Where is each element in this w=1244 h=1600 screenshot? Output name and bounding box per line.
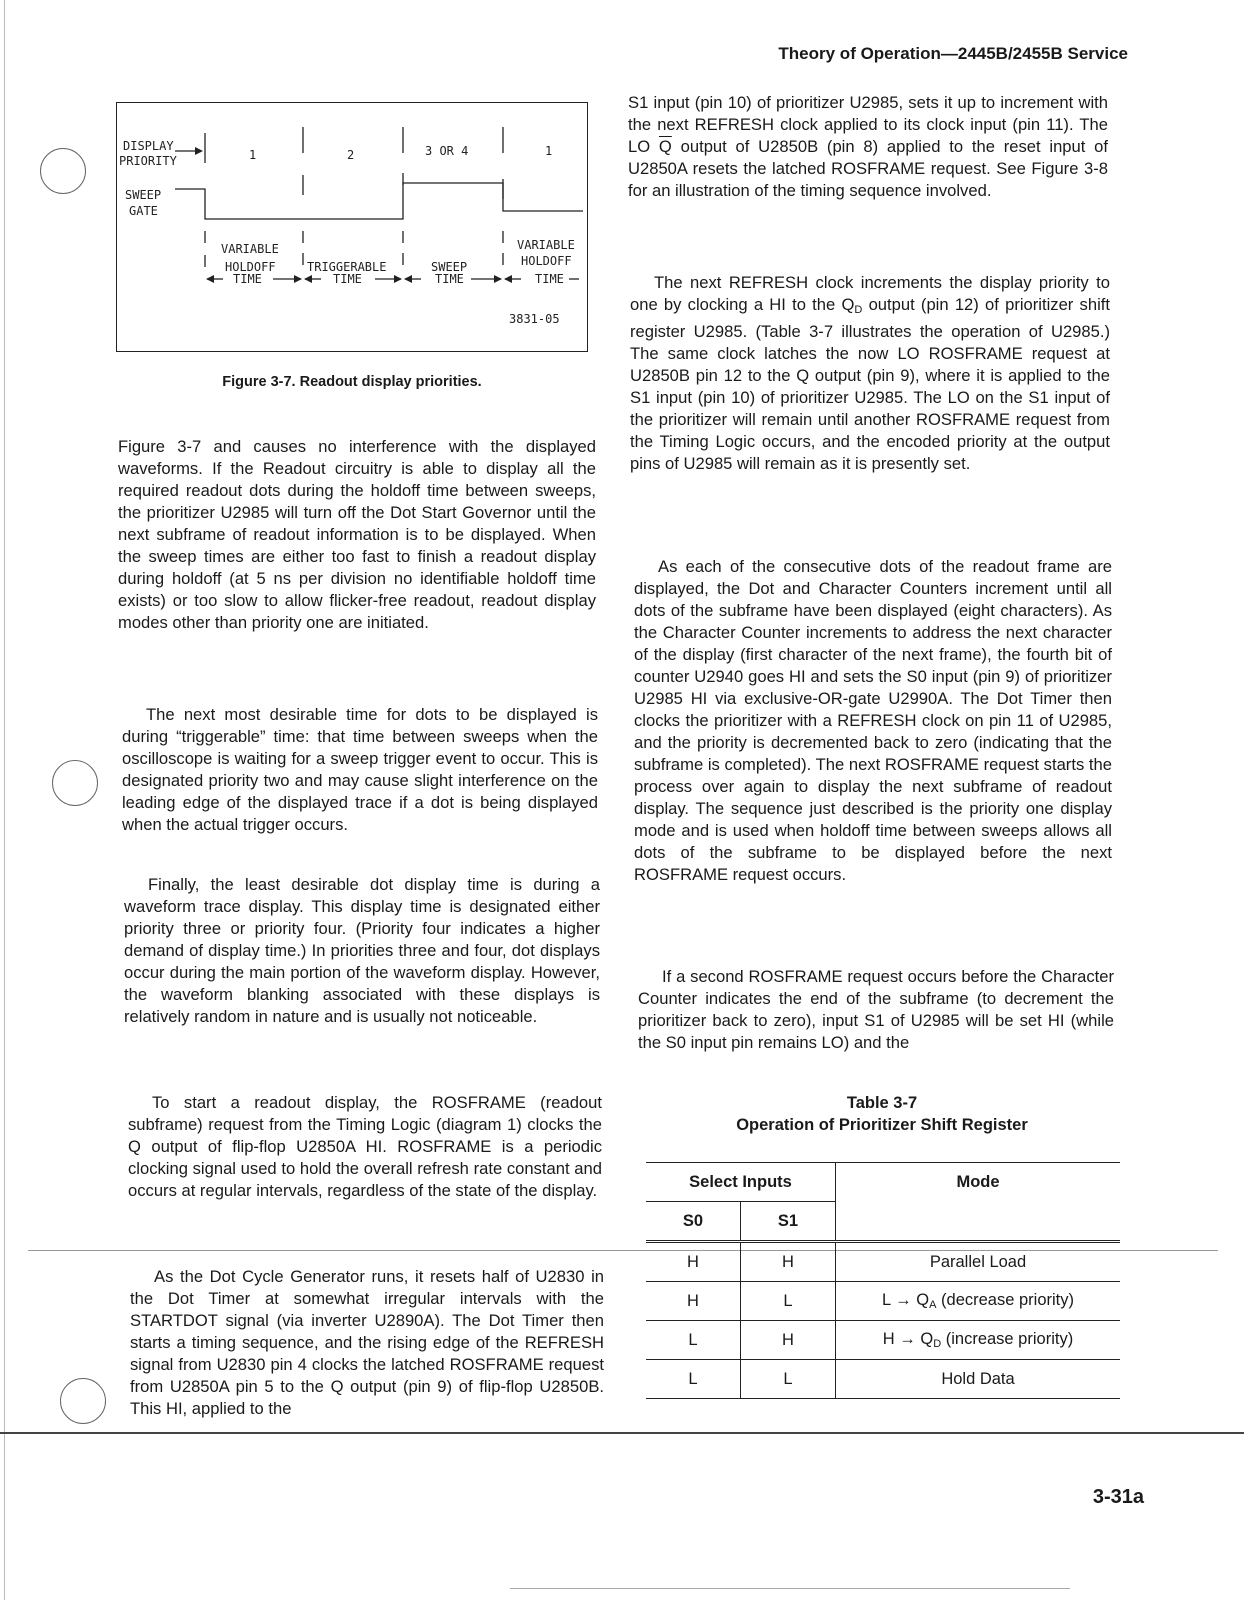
cell-mode: $L \to Q_A$ (decrease priority) [882, 1291, 1074, 1311]
label-holdoff-a: HOLDOFF [225, 260, 276, 274]
arrowhead-icon [394, 275, 402, 283]
label-display: DISPLAY [123, 139, 174, 153]
header-select-inputs: Select Inputs [646, 1163, 836, 1202]
cell-mode: Parallel Load [929, 1252, 1027, 1271]
arrowhead-icon [294, 275, 302, 283]
arrowhead-icon [494, 275, 502, 283]
paragraph: As each of the consecutive dots of the readout frame are displayed, the Dot and Character Counters increment until all dots of the subframe have been displayed (eight characters). As the Character Counter increments to address the next character of the display (first character of the next frame), the fourth bit of counter U2940 goes HI and sets the S0 input (pin 9) of prioritizer U2985 HI via exclusive-OR-gate U2990A. The Dot Timer then clocks the prioritizer with a REFRESH clock on pin 11 of U2985, and the priority is decremented back to zero (indicating that the subframe is completed). The next ROSFRAME request starts the process over again to display the next subframe of readout display. The sequence just described is the priority one display mode and is used when holdoff time between sweeps allows all dots of the subframe to be displayed before the next ROSFRAME request occurs. [634, 557, 1112, 884]
label-time-2: TIME [333, 272, 362, 286]
left-column [118, 436, 596, 634]
cell-s0: H [646, 1242, 741, 1282]
punch-hole-bottom [60, 1378, 106, 1424]
arrowhead-icon [404, 275, 412, 283]
cell-s0: L [646, 1360, 741, 1399]
paragraph: Figure 3-7 and causes no interference with the displayed waveforms. If the Readout circuitry is able to display all the required readout dots during the holdoff time between sweeps, the prioritizer U2985 will turn off the Dot Start Governor until the next subframe of readout information is to be displayed. When the sweep times are either too fast to finish a readout display during holdoff (at 5 ns per division no identifiable holdoff time exists) or too slow to allow flicker-free readout, readout display modes other than priority one are initiated. [118, 437, 596, 632]
left-column-p5 [130, 1266, 604, 1420]
paragraph: The next REFRESH clock increments the display priority to one by clocking a HI to the $Q_D$ output (pin 12) of prioritizer shift register U2985. (Table 3-7 illustrates the operation of U2985.) The same clock latches the now LO ROSFRAME request at U2850B pin 12 to the Q output (pin 9), where it is applied to the S1 input (pin 10) of prioritizer U2985. The LO on the S1 input of the prioritizer will remain until another ROSFRAME request from the Timing Logic occurs, and the encoded priority at the output pins of U2985 will remain as it is presently set. [630, 273, 1110, 473]
cell-s1: H [741, 1321, 836, 1360]
priority-seg-3: 3 OR 4 [425, 144, 469, 158]
priority-seg-1: 1 [249, 148, 257, 162]
cell-s0: H [646, 1282, 741, 1321]
cell-mode: $H \to Q_D$ (increase priority) [882, 1330, 1074, 1350]
cell-s1: L [741, 1282, 836, 1321]
cell-s1: H [741, 1242, 836, 1282]
label-gate: GATE [129, 204, 158, 218]
running-header: Theory of Operation—2445B/2455B Service [778, 44, 1128, 63]
cell-mode: Hold Data [941, 1369, 1015, 1388]
table-number: Table 3-7 [846, 1094, 918, 1112]
label-variable-b: VARIABLE [517, 238, 575, 252]
label-variable-a: VARIABLE [221, 242, 279, 256]
label-time-3: TIME [435, 272, 464, 286]
table-row [646, 1321, 1120, 1360]
paragraph: As the Dot Cycle Generator runs, it resets half of U2830 in the Dot Timer at somewhat irregular intervals with the STARTDOT signal (via inverter U2890A). The Dot Timer then starts a timing sequence, and the rising edge of the REFRESH signal from U2830 pin 4 clocks the latched ROSFRAME request from U2850A pin 5 to the Q output (pin 9) of flip-flop U2850B. This HI, applied to the [130, 1267, 604, 1418]
arrowhead-icon [304, 275, 312, 283]
figure-caption: Figure 3-7. Readout display priorities. [222, 374, 482, 390]
paragraph: To start a readout display, the ROSFRAME (readout subframe) request from the Timing Logic (diagram 1) clocks the Q output of flip-flop U2850A HI. ROSFRAME is a periodic clocking signal used to hold the overall refresh rate constant and occurs at regular intervals, regardless of the state of the display. [128, 1093, 602, 1200]
q-bar: $\overline{Q}$ [658, 137, 672, 156]
label-time-1: TIME [233, 272, 262, 286]
left-column-p3 [124, 874, 600, 1028]
label-sweep: SWEEP [125, 188, 162, 202]
table-row [646, 1242, 1120, 1282]
table-row [646, 1360, 1120, 1399]
header-s0: S0 [646, 1202, 741, 1242]
scan-rule-bottom [0, 1432, 1244, 1434]
table-row [646, 1282, 1120, 1321]
arrowhead-icon [195, 147, 203, 155]
right-column-p4 [638, 966, 1114, 1054]
timing-diagram [117, 103, 589, 353]
scan-rule-footer [510, 1588, 1070, 1589]
figure-3-7 [116, 102, 588, 352]
cell-s1: L [741, 1360, 836, 1399]
paragraph: Finally, the least desirable dot display time is during a waveform trace display. This display time is designated either priority three or priority four. (Priority four indicates a higher demand of display time.) In priorities three and four, dot displays occur during the main portion of the waveform display. However, the waveform blanking associated with these displays is relatively random in nature and is usually not noticeable. [124, 875, 600, 1026]
punch-hole-top [40, 148, 86, 194]
page-number: 3-31a [1092, 1486, 1144, 1508]
punch-hole-middle [52, 760, 98, 806]
paragraph: If a second ROSFRAME request occurs before the Character Counter indicates the end of the subframe (to decrement the prioritizer back to zero), input S1 of U2985 will be set HI (while the S0 input pin remains LO) and the [638, 967, 1114, 1052]
label-sweep-time: SWEEP [431, 260, 468, 274]
figure-id: 3831-05 [509, 312, 560, 326]
header-mode: Mode [956, 1173, 1000, 1191]
arrowhead-icon [504, 275, 512, 283]
label-priority: PRIORITY [119, 154, 177, 168]
right-column-p3 [634, 556, 1112, 886]
paragraph: The next most desirable time for dots to be displayed is during “triggerable” time: that time between sweeps when the oscilloscope is waiting for a sweep trigger event to occur. This is designated priority two and may cause slight interference on the leading edge of the displayed trace if a dot is being displayed when the actual trigger occurs. [122, 705, 598, 834]
arrowhead-icon [206, 275, 214, 283]
prioritizer-table [646, 1162, 1120, 1399]
cell-s0: L [646, 1321, 741, 1360]
right-column-p2 [630, 272, 1110, 475]
label-triggerable: TRIGGERABLE [307, 260, 387, 274]
priority-seg-2: 2 [347, 148, 355, 162]
label-time-4: TIME [535, 272, 564, 286]
right-column-p1 [628, 92, 1108, 202]
paragraph: S1 input (pin 10) of prioritizer U2985, sets it up to increment with the next REFRESH clock applied to its clock input (pin 11). The LO $\overline{Q}$ output of U2850B (pin 8) applied to the reset input of U2850A resets the latched ROSFRAME request. See Figure 3-8 for an illustration of the timing sequence involved. [628, 93, 1108, 200]
left-column-p2 [122, 704, 598, 836]
header-s1: S1 [741, 1202, 836, 1242]
left-column-p4 [128, 1092, 602, 1202]
sweep-gate-waveform [175, 183, 583, 219]
priority-seg-4: 1 [545, 144, 553, 158]
left-margin-line [4, 0, 5, 1600]
table-title: Operation of Prioritizer Shift Register [736, 1116, 1028, 1134]
label-holdoff-b: HOLDOFF [521, 254, 572, 268]
